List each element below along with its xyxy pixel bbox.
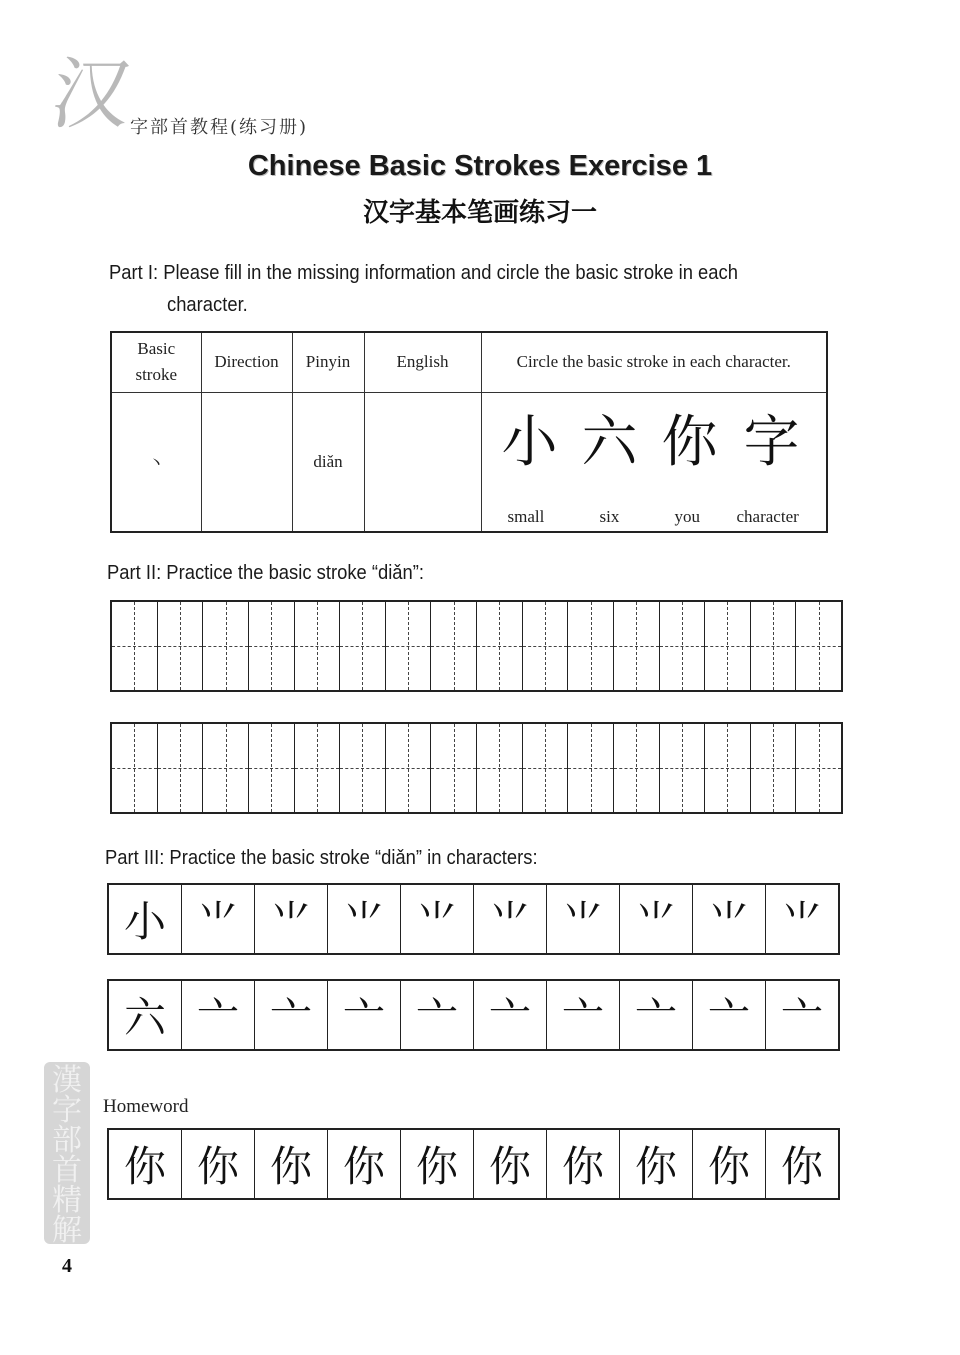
homework-ni-cell[interactable]: 你 xyxy=(401,1130,474,1198)
practice-grid-1-cell[interactable] xyxy=(477,602,523,690)
trace-row-liu xyxy=(107,979,840,1051)
practice-grid-1-cell[interactable] xyxy=(568,602,614,690)
trace-xiao-cell[interactable]: ⺌ xyxy=(693,885,766,953)
side-seal-decoration xyxy=(44,1062,90,1248)
guide-line-horizontal xyxy=(431,646,476,647)
practice-grid-1-cell[interactable] xyxy=(203,602,249,690)
practice-grid-2-cell[interactable] xyxy=(203,724,249,812)
homework-ni-cell[interactable]: 你 xyxy=(693,1130,766,1198)
practice-grid-2-cell[interactable] xyxy=(796,724,841,812)
trace-liu-cell[interactable]: 亠 xyxy=(547,981,620,1049)
guide-line-horizontal xyxy=(386,768,431,769)
homework-ni-cell[interactable]: 你 xyxy=(182,1130,255,1198)
guide-line-horizontal xyxy=(158,646,203,647)
trace-xiao-cell[interactable]: ⺌ xyxy=(474,885,547,953)
circle-characters-cell xyxy=(481,392,827,532)
guide-line-horizontal xyxy=(340,768,385,769)
guide-line-horizontal xyxy=(158,768,203,769)
practice-grid-2-cell[interactable] xyxy=(295,724,341,812)
homework-ni-cell[interactable]: 你 xyxy=(780,1142,823,1191)
guide-line-horizontal xyxy=(112,646,157,647)
practice-grid-2-cell[interactable] xyxy=(386,724,432,812)
practice-grid-1-cell[interactable] xyxy=(249,602,295,690)
guide-line-horizontal xyxy=(660,646,705,647)
header-basic-label: Basic xyxy=(137,339,176,359)
gloss-character: character xyxy=(736,507,799,526)
practice-grid-1-cell[interactable] xyxy=(112,602,158,690)
practice-grid-1-cell[interactable] xyxy=(705,602,751,690)
guide-line-horizontal xyxy=(796,768,841,769)
trace-row-xiao xyxy=(107,883,840,955)
guide-line-horizontal xyxy=(340,646,385,647)
trace-liu-cell[interactable]: 亠 xyxy=(401,981,474,1049)
character-zi[interactable]: 字 xyxy=(743,409,800,475)
homework-ni-cell[interactable]: 你 xyxy=(620,1130,693,1198)
trace-liu-cell[interactable]: 六 xyxy=(109,981,182,1049)
header-direction: Direction xyxy=(201,332,292,392)
homework-ni-cell[interactable]: 你 xyxy=(474,1130,547,1198)
trace-liu-cell[interactable]: 亠 xyxy=(328,981,401,1049)
practice-grid-1 xyxy=(110,600,843,692)
guide-line-horizontal xyxy=(796,646,841,647)
practice-grid-2-cell[interactable] xyxy=(660,724,706,812)
homework-ni-cell[interactable]: 你 xyxy=(109,1130,182,1198)
practice-grid-1-cell[interactable] xyxy=(340,602,386,690)
guide-line-horizontal xyxy=(523,646,568,647)
guide-line-horizontal xyxy=(705,646,750,647)
trace-liu-cell[interactable]: 亠 xyxy=(693,981,766,1049)
guide-line-horizontal xyxy=(614,646,659,647)
practice-grid-1-cell[interactable] xyxy=(295,602,341,690)
character-liu[interactable]: 六 xyxy=(581,409,638,475)
trace-liu-cell[interactable]: 亠 xyxy=(255,981,328,1049)
page-title-english: Chinese Basic Strokes Exercise 1 xyxy=(247,150,713,182)
part1-instruction-line1: Part I: Please fill in the missing information and circle the basic stroke in each xyxy=(109,262,738,284)
guide-line-horizontal xyxy=(203,768,248,769)
practice-grid-2 xyxy=(110,722,843,814)
homework-row-ni xyxy=(107,1128,840,1200)
practice-grid-2-cell[interactable] xyxy=(523,724,569,812)
trace-xiao-cell[interactable]: ⺌ xyxy=(255,885,328,953)
guide-line-horizontal xyxy=(751,646,796,647)
seal-character: 精 xyxy=(52,1183,82,1218)
guide-line-horizontal xyxy=(295,768,340,769)
practice-grid-1-cell[interactable] xyxy=(386,602,432,690)
guide-line-horizontal xyxy=(295,646,340,647)
practice-grid-2-cell[interactable] xyxy=(705,724,751,812)
part3-instruction: Part III: Practice the basic stroke “diǎn” in characters: xyxy=(105,847,538,869)
practice-grid-2-cell[interactable] xyxy=(568,724,614,812)
book-subtitle: 字部首教程(练习册) xyxy=(130,117,309,138)
trace-liu-cell[interactable]: 亠 xyxy=(182,981,255,1049)
seal-character: 字 xyxy=(52,1093,82,1128)
seal-character: 漢 xyxy=(52,1063,82,1098)
seal-character: 首 xyxy=(52,1153,82,1188)
trace-xiao-cell[interactable]: ⺌ xyxy=(780,897,823,946)
character-ni[interactable]: 你 xyxy=(661,409,718,475)
practice-grid-2-cell[interactable] xyxy=(112,724,158,812)
page-title-chinese: 汉字基本笔画练习一 xyxy=(362,198,597,228)
trace-xiao-cell[interactable]: ⺌ xyxy=(401,885,474,953)
guide-line-horizontal xyxy=(431,768,476,769)
guide-line-horizontal xyxy=(568,646,613,647)
practice-grid-2-cell[interactable] xyxy=(249,724,295,812)
trace-liu-cell[interactable]: 亠 xyxy=(474,981,547,1049)
gloss-six: six xyxy=(599,507,620,526)
logo-character: 汉 xyxy=(45,50,137,140)
guide-line-horizontal xyxy=(660,768,705,769)
practice-grid-2-cell[interactable] xyxy=(477,724,523,812)
guide-line-horizontal xyxy=(249,646,294,647)
header-pinyin: Pinyin xyxy=(292,332,364,392)
trace-xiao-cell[interactable]: ⺌ xyxy=(620,885,693,953)
header-stroke-label: stroke xyxy=(135,365,178,385)
practice-grid-2-cell[interactable] xyxy=(340,724,386,812)
practice-grid-2-cell[interactable] xyxy=(158,724,204,812)
english-answer-cell[interactable] xyxy=(364,392,481,532)
gloss-you: you xyxy=(674,507,700,526)
guide-line-horizontal xyxy=(477,646,522,647)
page-number: 4 xyxy=(62,1255,72,1277)
guide-line-horizontal xyxy=(705,768,750,769)
direction-answer-cell[interactable] xyxy=(201,392,292,532)
trace-xiao-cell[interactable]: ⺌ xyxy=(182,885,255,953)
trace-xiao-cell[interactable]: ⺌ xyxy=(547,885,620,953)
trace-liu-cell[interactable]: 亠 xyxy=(620,981,693,1049)
homework-label: Homeword xyxy=(103,1096,189,1117)
practice-grid-1-cell[interactable] xyxy=(614,602,660,690)
header-basic-stroke xyxy=(111,332,201,392)
guide-line-horizontal xyxy=(477,768,522,769)
guide-line-horizontal xyxy=(249,768,294,769)
part1-instruction-line2: character. xyxy=(167,294,248,316)
guide-line-horizontal xyxy=(568,768,613,769)
seal-character: 部 xyxy=(52,1123,82,1158)
seal-character: 解 xyxy=(52,1213,82,1248)
header-english: English xyxy=(364,332,481,392)
guide-line-horizontal xyxy=(203,646,248,647)
guide-line-horizontal xyxy=(386,646,431,647)
guide-line-horizontal xyxy=(751,768,796,769)
gloss-small: small xyxy=(507,507,545,526)
practice-grid-2-cell[interactable] xyxy=(614,724,660,812)
guide-line-horizontal xyxy=(112,768,157,769)
pinyin-cell: diǎn xyxy=(292,392,364,532)
trace-liu-cell[interactable]: 亠 xyxy=(780,993,823,1042)
practice-grid-2-cell[interactable] xyxy=(431,724,477,812)
practice-grid-1-cell[interactable] xyxy=(523,602,569,690)
header-circle-instruction: Circle the basic stroke in each character. xyxy=(481,332,827,392)
practice-grid-1-cell[interactable] xyxy=(751,602,797,690)
character-xiao[interactable]: 小 xyxy=(501,409,558,475)
trace-xiao-cell[interactable]: 小 xyxy=(109,885,182,953)
guide-line-horizontal xyxy=(614,768,659,769)
homework-ni-cell[interactable]: 你 xyxy=(328,1130,401,1198)
homework-ni-cell[interactable]: 你 xyxy=(547,1130,620,1198)
part1-table xyxy=(110,331,828,533)
practice-grid-1-cell[interactable] xyxy=(158,602,204,690)
trace-xiao-cell[interactable]: ⺌ xyxy=(328,885,401,953)
practice-grid-1-cell[interactable] xyxy=(431,602,477,690)
practice-grid-2-cell[interactable] xyxy=(751,724,797,812)
practice-grid-1-cell[interactable] xyxy=(796,602,841,690)
part2-instruction: Part II: Practice the basic stroke “diǎn”: xyxy=(107,562,425,584)
practice-grid-1-cell[interactable] xyxy=(660,602,706,690)
homework-ni-cell[interactable]: 你 xyxy=(255,1130,328,1198)
stroke-dian-glyph: 丶 xyxy=(111,392,201,532)
guide-line-horizontal xyxy=(523,768,568,769)
